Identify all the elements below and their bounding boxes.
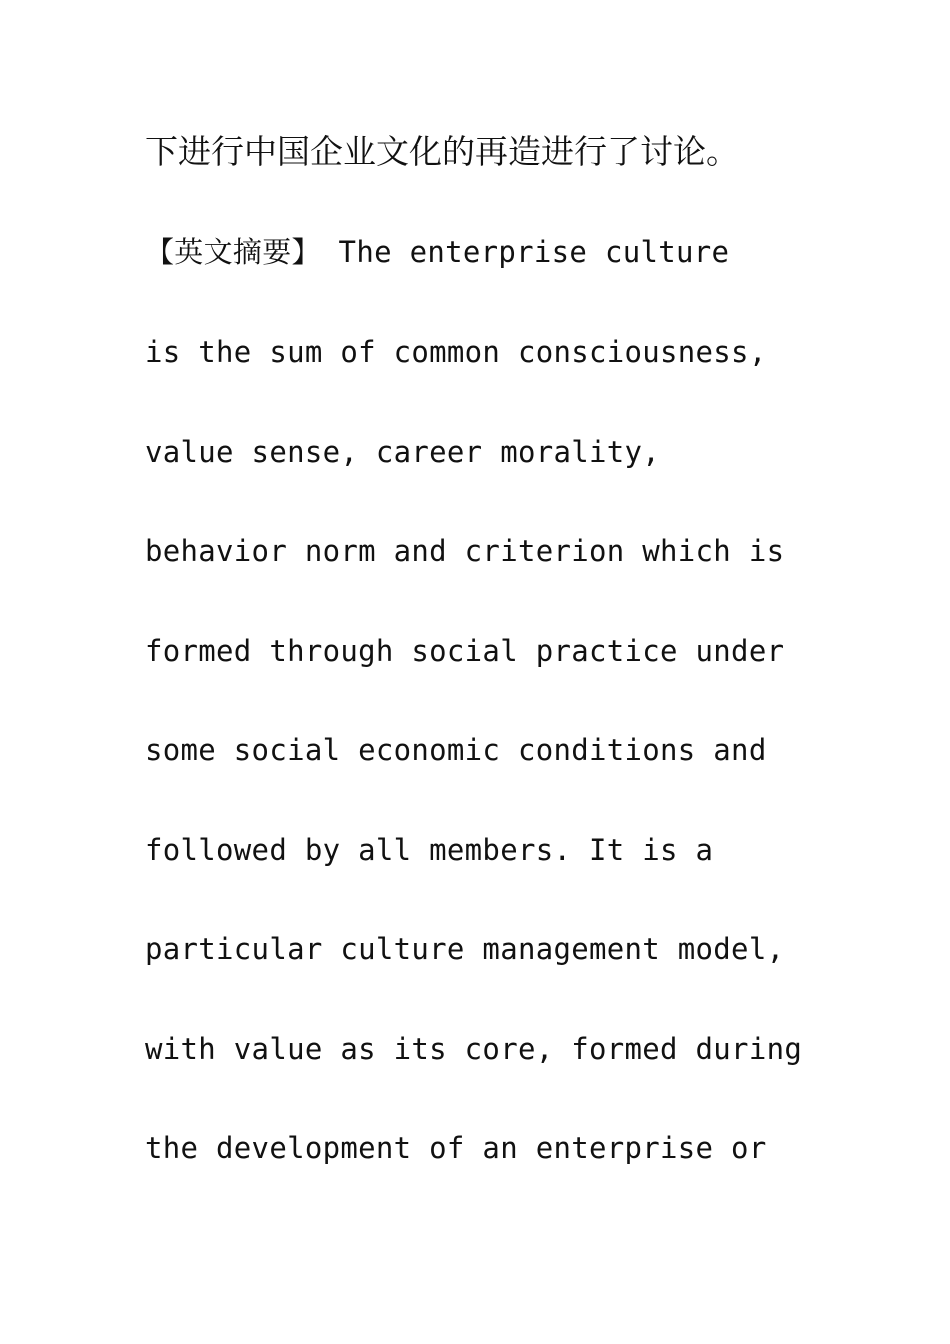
text-line: value sense, career morality, bbox=[145, 435, 661, 469]
text-line: the development of an enterprise or bbox=[145, 1131, 767, 1165]
text-line: some social economic conditions and bbox=[145, 733, 767, 767]
text-line: 下进行中国企业文化的再造进行了讨论。 bbox=[145, 132, 739, 171]
text-line: formed through social practice under bbox=[145, 634, 785, 668]
text-line: behavior norm and criterion which is bbox=[145, 534, 785, 568]
text-line: 【英文摘要】 The enterprise culture bbox=[145, 235, 730, 269]
text-line: particular culture management model, bbox=[145, 932, 785, 966]
text-line: is the sum of common consciousness, bbox=[145, 335, 767, 369]
text-line: with value as its core, formed during bbox=[145, 1032, 803, 1066]
text-line: followed by all members. It is a bbox=[145, 833, 714, 867]
